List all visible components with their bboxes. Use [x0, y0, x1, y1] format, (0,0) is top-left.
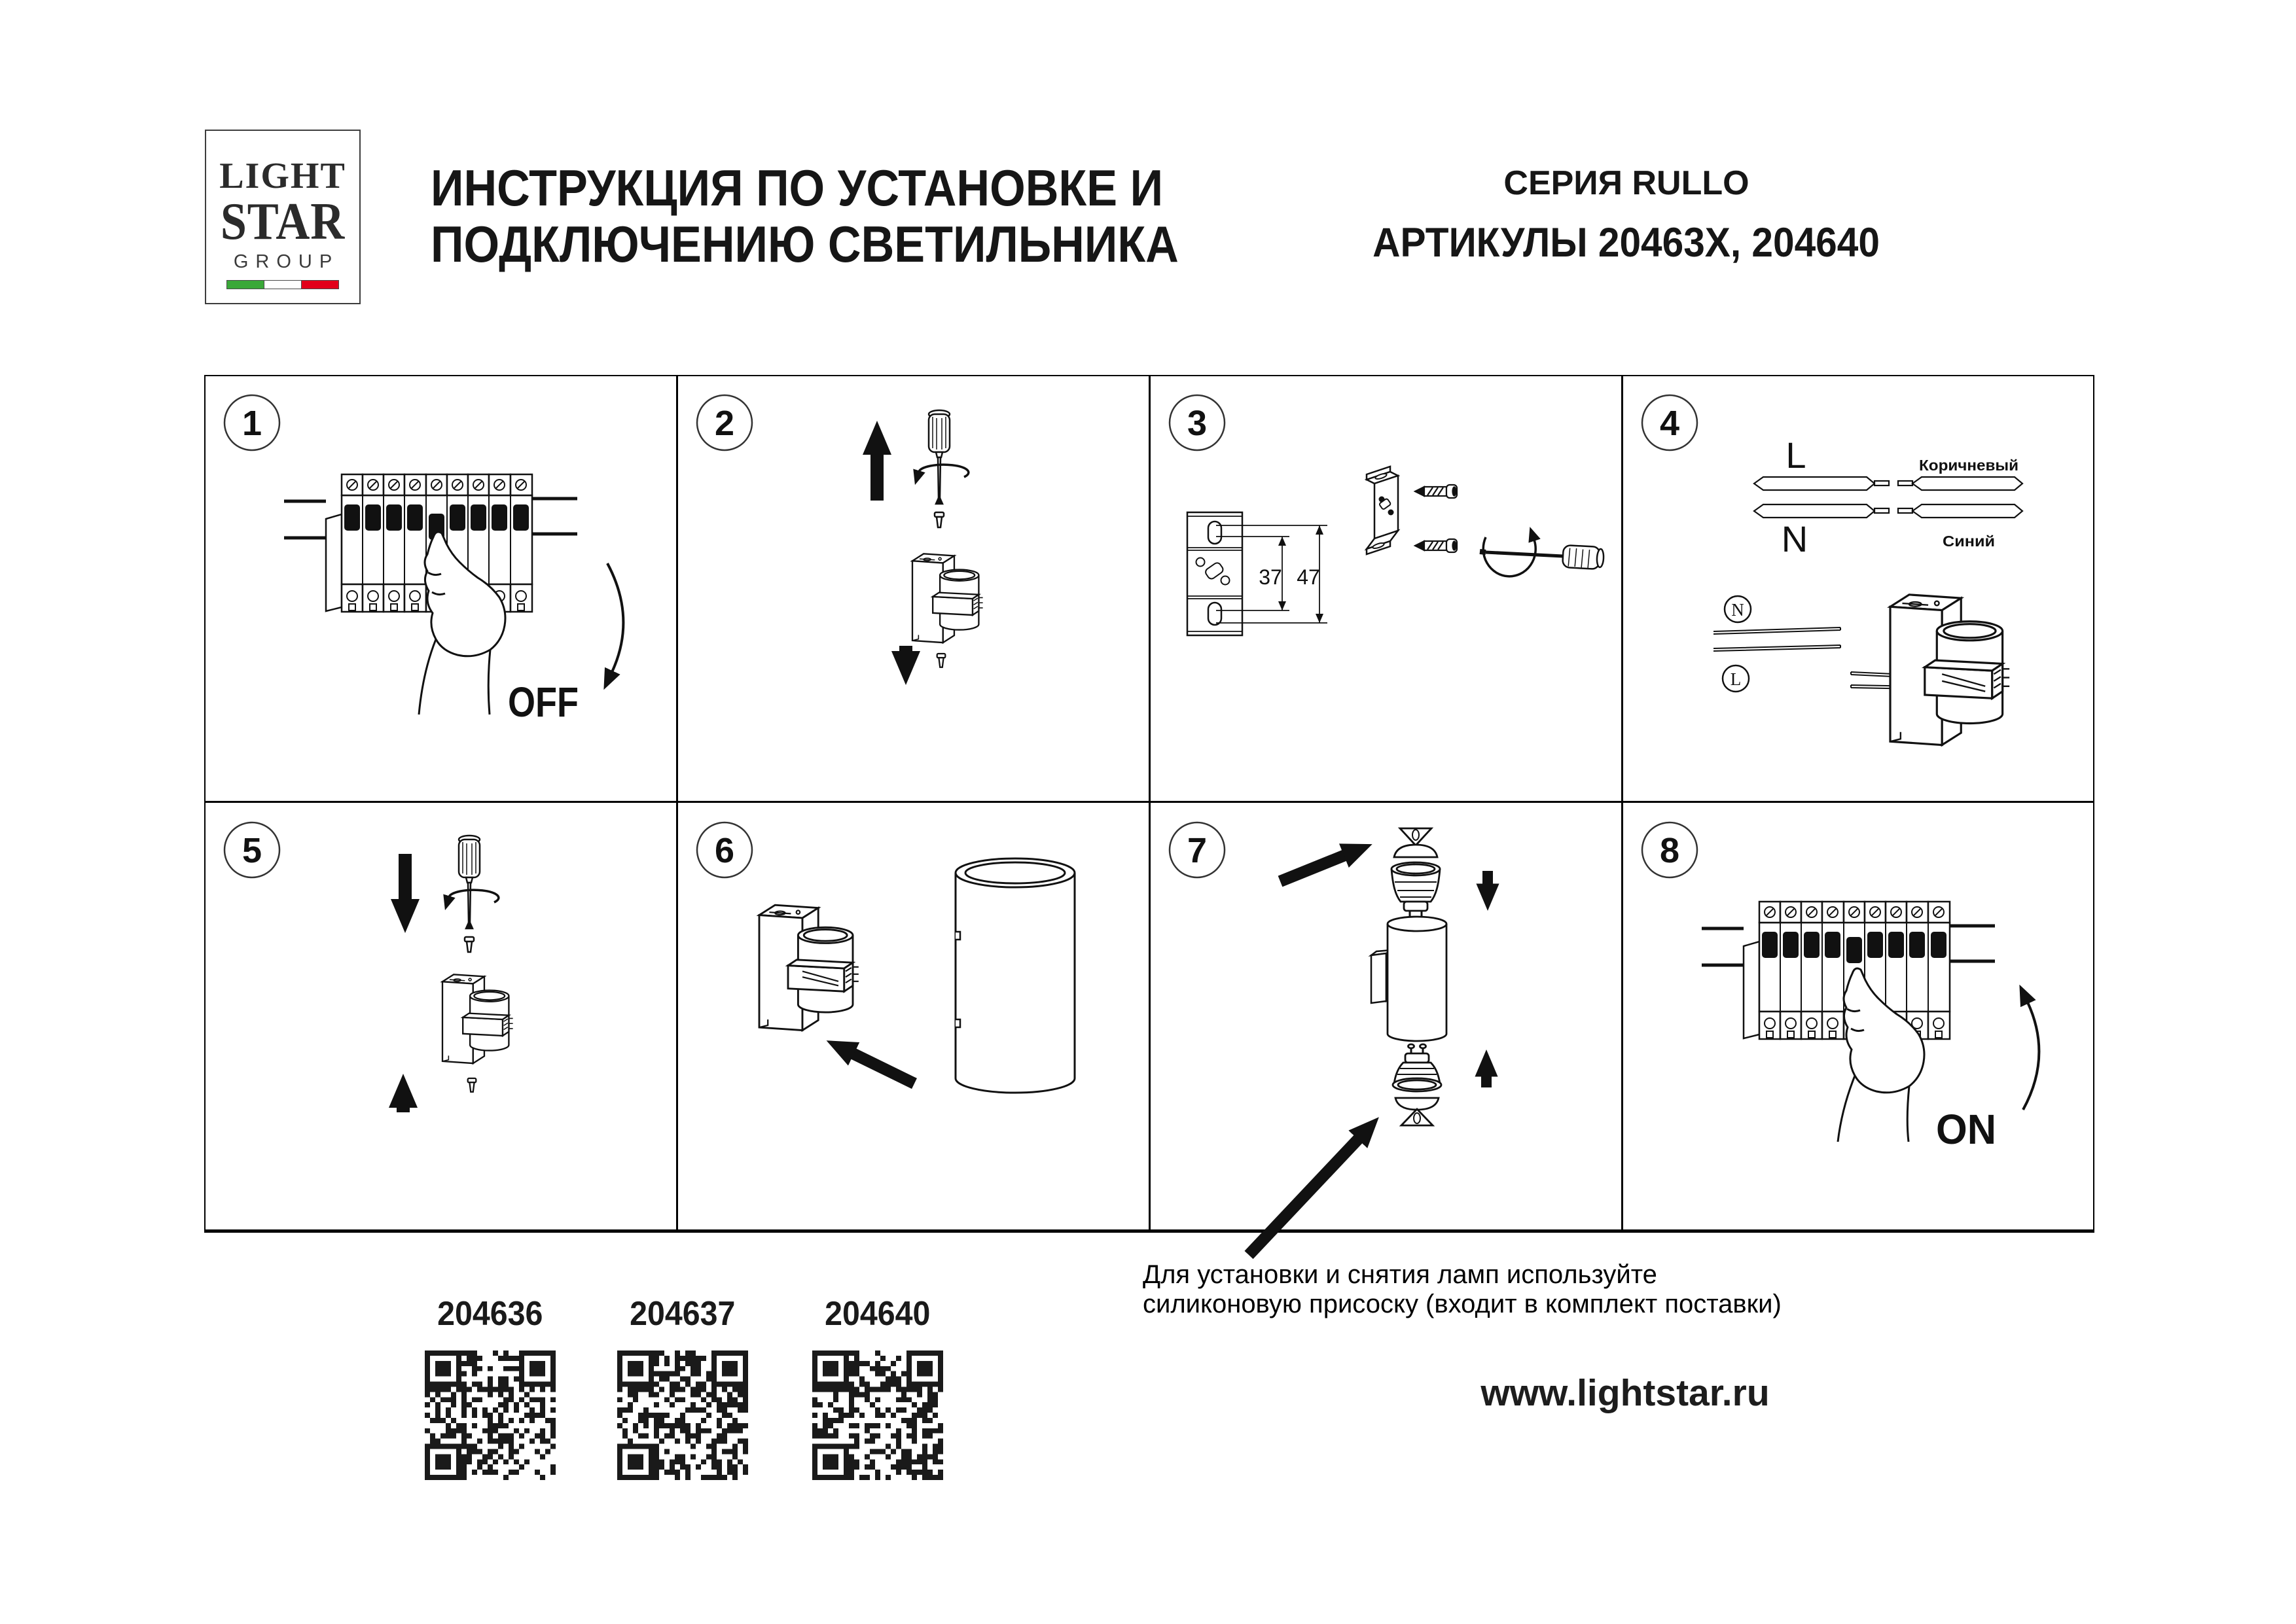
- rotation-arrow: [449, 890, 499, 902]
- suction-cup-bottom: [1395, 1098, 1439, 1125]
- breaker-end-bracket: [326, 514, 342, 611]
- article-qr-204636: [422, 1294, 559, 1480]
- live-wire-letter: L: [1785, 434, 1806, 476]
- screw: [935, 512, 944, 527]
- title-line-2: ПОДКЛЮЧЕНИЮ СВЕТИЛЬНИКА: [431, 215, 1179, 273]
- breaker-top-terminals: [1759, 902, 1950, 923]
- panel-step-5: [206, 803, 675, 1227]
- step-number: 6: [714, 831, 735, 870]
- logo-group-text: GROUP: [233, 251, 340, 272]
- cylinder-body: [1388, 917, 1446, 1041]
- page-title: [431, 160, 1262, 272]
- panel-step-8: [1623, 803, 2093, 1227]
- screw: [465, 937, 474, 952]
- on-label: ON: [1936, 1106, 1996, 1153]
- screwdriver: [929, 410, 950, 504]
- breaker-top-terminals: [342, 474, 532, 495]
- screw-small: [468, 1078, 476, 1092]
- italian-flag-bar: [226, 280, 339, 289]
- step-number: 3: [1187, 404, 1208, 443]
- qr-code: [425, 1350, 556, 1480]
- step-number: 8: [1659, 831, 1680, 870]
- terminal-l: L: [1730, 669, 1742, 689]
- cylinder-shade: [956, 858, 1075, 1093]
- grid-divider-h: [206, 801, 2093, 803]
- step-number: 5: [242, 831, 262, 870]
- panel-step-2: [678, 376, 1148, 800]
- article-numbers: АРТИКУЛЫ 20463X, 204640: [1372, 220, 1880, 266]
- screw-small: [937, 654, 946, 667]
- gu10-lamp-bottom: [1393, 1044, 1441, 1091]
- wall-fixture: [759, 905, 859, 1030]
- rotation-arrow: [919, 465, 969, 477]
- switch-down-arrow: [607, 563, 623, 672]
- gu10-lamp-top: [1391, 862, 1440, 921]
- lightstar-logo: [205, 130, 361, 304]
- series-name: СЕРИЯ RULLO: [1503, 164, 1749, 202]
- step-number: 4: [1659, 404, 1680, 443]
- logo-star-text: STAR: [220, 193, 346, 251]
- brown-wire-label: Коричневый: [1919, 457, 2018, 474]
- suction-pointer-arrow-bottom: [1249, 1139, 1359, 1255]
- screwdriver: [459, 836, 480, 928]
- flag-red: [302, 281, 338, 289]
- qr-code: [812, 1350, 943, 1480]
- dimension-37: 37: [1259, 565, 1282, 589]
- website-url: www.lightstar.ru: [1480, 1372, 1770, 1414]
- switch-up-arrow: [2023, 1002, 2039, 1110]
- wall-fixture: [442, 974, 513, 1063]
- slide-on-arrow: [853, 1053, 914, 1084]
- article-code: 204636: [437, 1295, 543, 1333]
- logo-light-text: LIGHT: [219, 156, 346, 196]
- note-line-1: Для установки и снятия ламп используйте: [1143, 1260, 1657, 1289]
- article-qr-204637: [614, 1294, 751, 1480]
- suction-pointer-arrow-top: [1280, 855, 1345, 881]
- article-qr-204640: [809, 1294, 946, 1480]
- suction-cup-top: [1394, 828, 1437, 857]
- blue-wire-label: Синий: [1943, 533, 1995, 550]
- article-code: 204637: [630, 1295, 736, 1333]
- series-articles-block: [1329, 165, 1924, 264]
- panel-step-3: [1151, 376, 1621, 800]
- terminal-markers: [1723, 596, 1751, 692]
- step-number: 2: [714, 404, 735, 443]
- off-label: OFF: [508, 679, 579, 726]
- panel-step-6: [678, 803, 1148, 1227]
- note-line-2: силиконовую присоску (входит в комплект поставки): [1143, 1290, 1782, 1318]
- neutral-wire-letter: N: [1781, 518, 1808, 559]
- bracket-3d-view: [1367, 467, 1398, 554]
- wall-fixture-large: [1890, 595, 2009, 745]
- flag-white: [264, 281, 302, 289]
- suction-cup-note: [1143, 1260, 1782, 1319]
- supply-wires: [1754, 477, 2022, 518]
- dimension-47: 47: [1297, 565, 1320, 589]
- rotation-arrow: [1483, 537, 1535, 576]
- pressed-toggle: [1846, 937, 1862, 963]
- terminal-n: N: [1731, 600, 1744, 620]
- panel-step-1: [206, 376, 675, 800]
- article-code: 204640: [825, 1295, 931, 1333]
- step-number: 7: [1187, 831, 1208, 870]
- screwdriver-horizontal: [1480, 537, 1604, 576]
- wall-fixture: [912, 554, 983, 643]
- qr-code: [617, 1350, 748, 1480]
- panel-step-4: [1623, 376, 2093, 800]
- flag-green: [227, 281, 264, 289]
- bracket-front-view: [1187, 512, 1242, 635]
- title-line-1: ИНСТРУКЦИЯ ПО УСТАНОВКЕ И: [431, 159, 1164, 217]
- step-number: 1: [242, 404, 262, 443]
- panel-step-7: [1151, 803, 1621, 1288]
- mounting-screws: [1415, 485, 1457, 552]
